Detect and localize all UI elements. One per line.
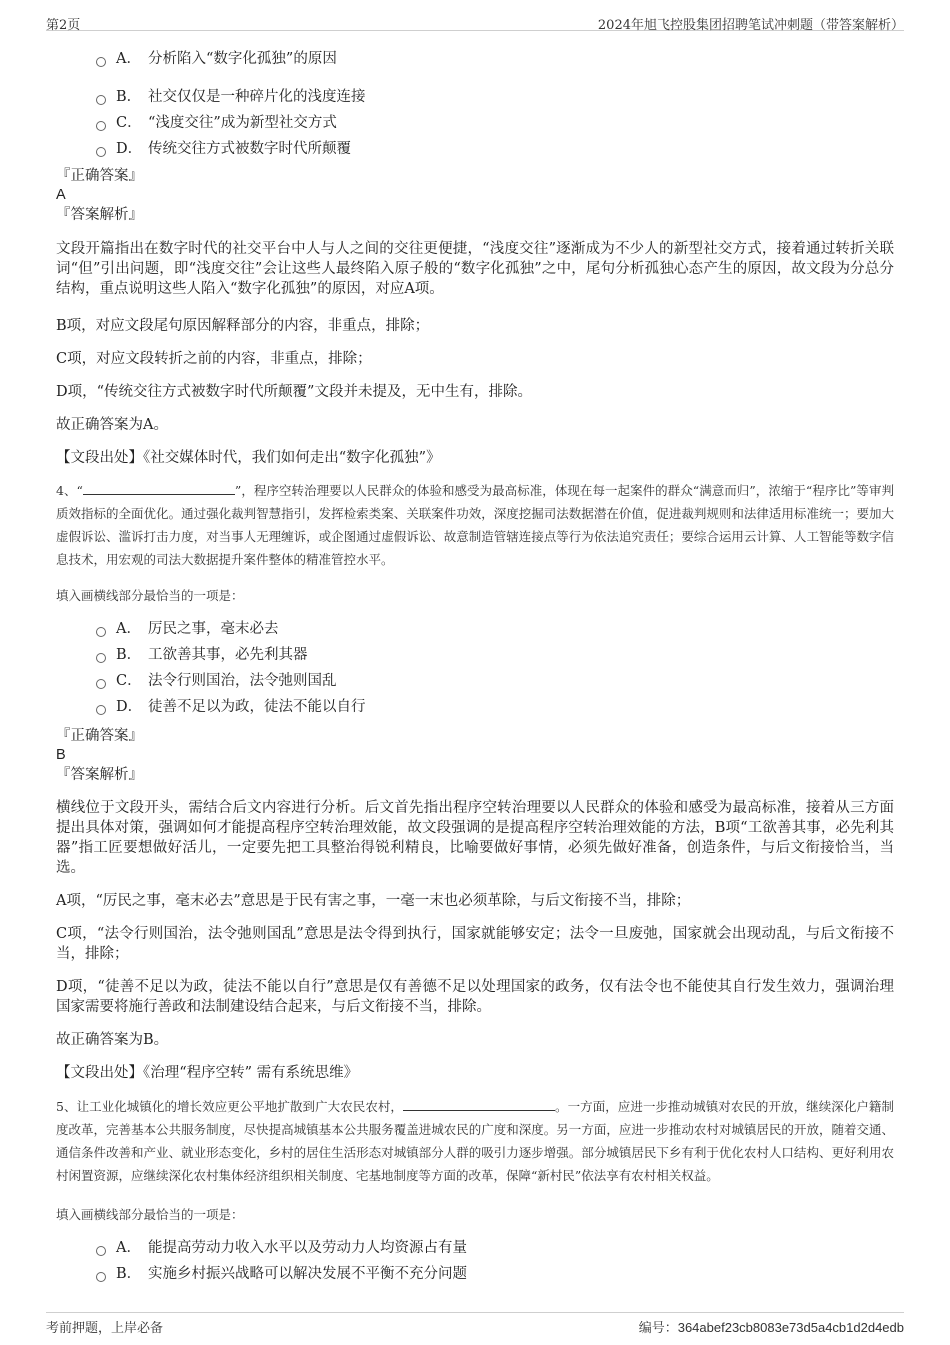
q4-option-c[interactable] (96, 668, 894, 694)
q4-analysis-d: D项，“徒善不足以为政，徒法不能以自行”意思是仅有善德不足以处理国家的政务，仅有法令也不能使其自行发生效力，强调治理国家需要将施行善政和法制建设结合起来，与后文衔接不当，排除。 (56, 979, 894, 1015)
radio-icon[interactable] (96, 653, 106, 663)
radio-icon[interactable] (96, 95, 106, 105)
q5-option-a[interactable] (96, 1235, 894, 1261)
q5-options (96, 1235, 894, 1287)
q4-analysis-label: 『答案解析』 (56, 767, 143, 783)
q3-answer-label: 『正确答案』 (56, 168, 143, 184)
q4-answer-label: 『正确答案』 (56, 728, 143, 744)
q4-conclusion: 故正确答案为B。 (56, 1032, 169, 1048)
option-letter: B． (116, 647, 142, 663)
q4-analysis-a: A项，“厉民之事，毫末必去”意思是于民有害之事，一毫一末也必须革除，与后文衔接不当，排除； (56, 893, 691, 909)
document-title: 2024年旭飞控股集团招聘笔试冲刺题（带答案解析） (597, 18, 904, 33)
radio-icon[interactable] (96, 147, 106, 157)
radio-icon[interactable] (96, 679, 106, 689)
q4-options (96, 616, 894, 720)
option-letter: A． (116, 621, 141, 637)
q3-option-c[interactable] (96, 110, 894, 136)
option-text: 能提高劳动力收入水平以及劳动力人均资源占有量 (148, 1240, 467, 1256)
radio-icon[interactable] (96, 1272, 106, 1282)
q5-stem-text: 。一方面，应进一步推动城镇对农民的开放，继续深化户籍制度改革，完善基本公共服务制度，尽快提高城镇基本公共服务覆盖进城农民的广度和深度。另一方面，应进一步推动农村对城镇居民的开放，随着交通、通信条件改善和产业、就业形态变化，乡村的居住生活形态对城镇部分人群的吸引力逐步增强。部分城镇居民下乡有利于优化农村人口结构、更好利用农村闲置资源，应继续深化农村集体经济组织相关制度、宅基地制度等方面的改革，保障“新村民”依法享有农村相关权益。 (56, 1099, 894, 1183)
q3-analysis-c: C项，对应文段转折之前的内容，非重点，排除； (56, 351, 372, 367)
option-text: 法令行则国治，法令弛则国乱 (148, 673, 337, 689)
radio-icon[interactable] (96, 1246, 106, 1256)
q3-analysis-b: B项，对应文段尾句原因解释部分的内容，非重点，排除； (56, 318, 430, 334)
radio-icon[interactable] (96, 705, 106, 715)
q4-source: 【文段出处】《治理“程序空转” 需有系统思维》 (56, 1065, 359, 1081)
q5-prompt: 填入画横线部分最恰当的一项是： (56, 1207, 244, 1222)
footer-code-value: 364abef23cb8083e73d5a4cb1d2d4edb (677, 1320, 904, 1335)
q4-stem (56, 479, 894, 571)
q4-stem-text: ”，程序空转治理要以人民群众的体验和感受为最高标准，体现在每一起案件的群众“满意而归”，浓缩于“程序比”等审判质效指标的全面优化。通过强化裁判智慧指引，发挥检索类案、关联案件功效，深度挖掘司法数据潜在价值，促进裁判规则和法律适用标准统一；要加大虚假诉讼、滥诉打击力度，对当事人无理缠诉，或企图通过虚假诉讼、故意制造管辖连接点等行为依法追究责任；要综合运用云计算、人工智能等数字信息技术，用宏观的司法大数据提升案件整体的精准管控水平。 (56, 483, 894, 567)
q3-conclusion: 故正确答案为A。 (56, 417, 168, 433)
option-text: 传统交往方式被数字时代所颠覆 (148, 141, 351, 157)
q4-option-b[interactable] (96, 642, 894, 668)
option-text: 工欲善其事，必先利其器 (148, 647, 308, 663)
q3-answer: A (56, 187, 66, 203)
page-content (56, 40, 894, 1287)
q3-option-d[interactable] (96, 136, 894, 162)
q4-analysis-c: C项，“法令行则国治，法令弛则国乱”意思是法令得到执行，国家就能够安定；法令一旦废弛，国家就会出现动乱，与后文衔接不当，排除； (56, 926, 894, 962)
option-text: 社交仅仅是一种碎片化的浅度连接 (148, 89, 366, 105)
option-text: 分析陷入“数字化孤独”的原因 (148, 51, 337, 67)
q5-blank[interactable] (403, 1096, 555, 1111)
q4-option-d[interactable] (96, 694, 894, 720)
footer-code (639, 1317, 904, 1336)
option-letter: A． (116, 51, 141, 67)
page-number: 第2页 (46, 18, 81, 33)
page-header (46, 10, 904, 31)
option-text: 实施乡村振兴战略可以解决发展不平衡不充分问题 (148, 1266, 467, 1282)
q3-options (96, 46, 894, 162)
q3-source: 【文段出处】《社交媒体时代，我们如何走出“数字化孤独”》 (56, 450, 441, 466)
option-letter: C． (116, 115, 142, 131)
option-text: “浅度交往”成为新型社交方式 (148, 115, 337, 131)
option-letter: D． (116, 141, 143, 157)
q3-analysis-main: 文段开篇指出在数字时代的社交平台中人与人之间的交往更便捷，“浅度交往”逐渐成为不少人的新型社交方式，接着通过转折关联词“但”引出问题，即“浅度交往”会让这些人最终陷入原子般的“数字化孤独”之中，尾句分析孤独心态产生的原因，故文段为分总分结构，重点说明这些人陷入“数字化孤独”的原因，对应A项。 (56, 241, 894, 297)
q4-prompt: 填入画横线部分最恰当的一项是： (56, 588, 244, 603)
option-letter: C． (116, 673, 142, 689)
option-text: 厉民之事，毫末必去 (148, 621, 279, 637)
radio-icon[interactable] (96, 121, 106, 131)
q3-analysis-d: D项，“传统交往方式被数字时代所颠覆”文段并未提及，无中生有，排除。 (56, 384, 532, 400)
q5-stem (56, 1095, 894, 1187)
q3-analysis-label: 『答案解析』 (56, 207, 143, 223)
footer-code-label: 编号： (638, 1321, 678, 1336)
q3-option-b[interactable] (96, 84, 894, 110)
radio-icon[interactable] (96, 627, 106, 637)
q4-answer: B (56, 747, 66, 763)
q4-option-a[interactable] (96, 616, 894, 642)
page-footer (46, 1312, 904, 1335)
option-letter: A． (116, 1240, 141, 1256)
option-text: 徒善不足以为政，徒法不能以自行 (148, 699, 366, 715)
q3-option-a[interactable] (96, 46, 894, 72)
option-letter: D． (116, 699, 143, 715)
q4-analysis-main: 横线位于文段开头，需结合后文内容进行分析。后文首先指出程序空转治理要以人民群众的体验和感受为最高标准，接着从三方面提出具体对策，强调如何才能提高程序空转治理效能，故文段强调的是提高程序空转治理效能的方法，B项“工欲善其事，必先利其器”指工匠要想做好活儿，一定要先把工具整治得锐利精良，比喻要做好事情，必须先做好准备，创造条件，与后文衔接恰当，当选。 (56, 800, 894, 876)
q4-blank[interactable] (83, 480, 235, 495)
q4-number: 4、“ (56, 483, 83, 498)
footer-slogan: 考前押题，上岸必备 (46, 1321, 164, 1336)
option-letter: B． (116, 1266, 142, 1282)
radio-icon[interactable] (96, 57, 106, 67)
option-letter: B． (116, 89, 142, 105)
q5-number: 5、让工业化城镇化的增长效应更公平地扩散到广大农民农村， (56, 1099, 403, 1114)
q5-option-b[interactable] (96, 1261, 894, 1287)
